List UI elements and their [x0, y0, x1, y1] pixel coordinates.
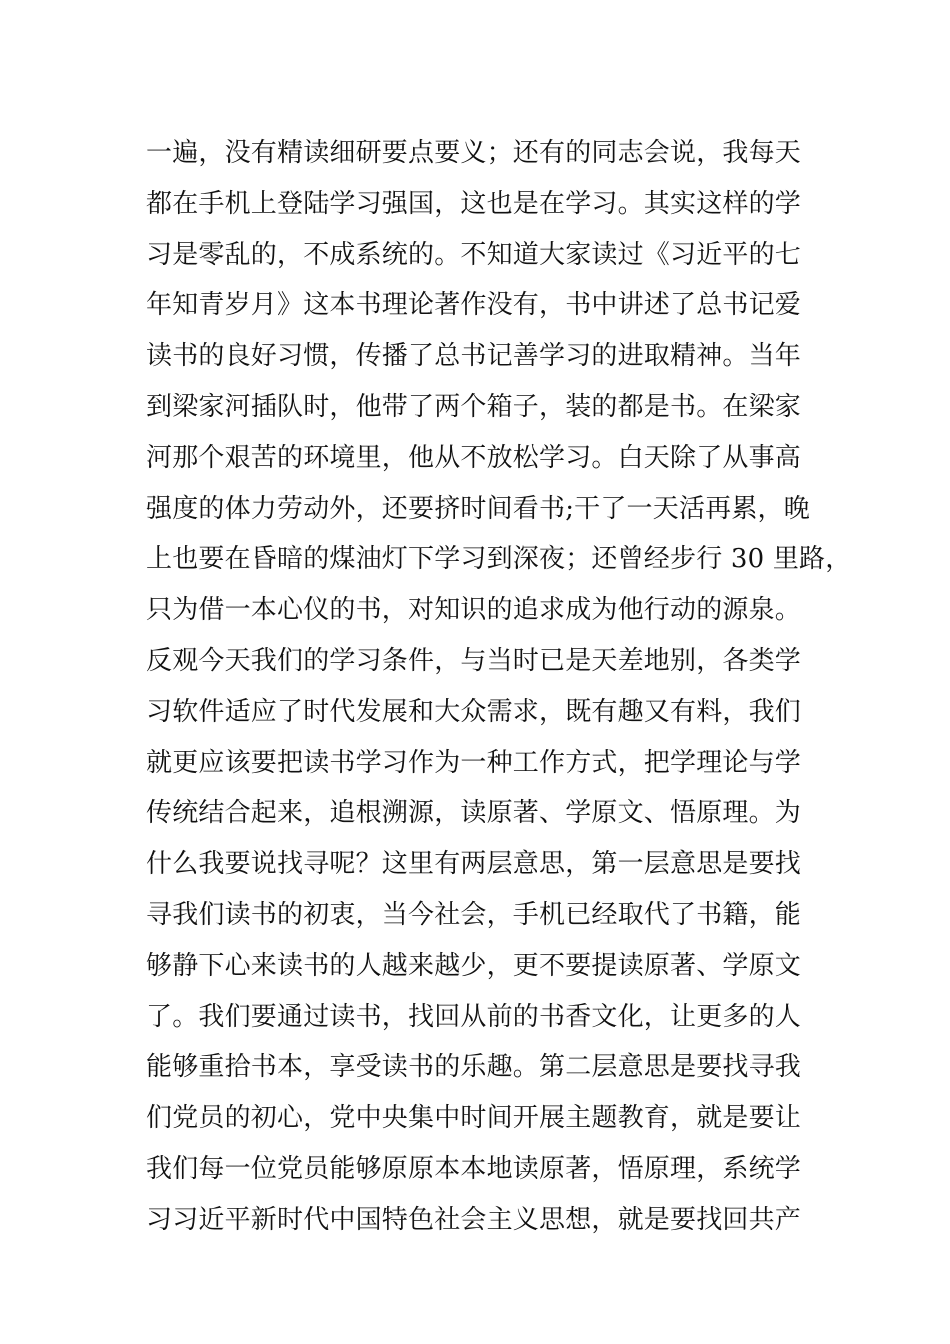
text-line: 们党员的初心，党中央集中时间开展主题教育，就是要让	[146, 1103, 802, 1134]
text-line: 只为借一本心仪的书，对知识的追求成为他行动的源泉。	[146, 595, 802, 626]
text-line: 河那个艰苦的环境里，他从不放松学习。白天除了从事高	[146, 442, 802, 473]
text-line: 什么我要说找寻呢？这里有两层意思，第一层意思是要找	[146, 849, 802, 880]
text-line: 寻我们读书的初衷，当今社会，手机已经取代了书籍，能	[146, 899, 802, 930]
body-text	[146, 128, 852, 1246]
text-line: 习软件适应了时代发展和大众需求，既有趣又有料，我们	[146, 696, 802, 727]
text-line: 到梁家河插队时，他带了两个箱子，装的都是书。在梁家	[146, 391, 802, 422]
text-line: 我们每一位党员能够原原本本地读原著，悟原理，系统学	[146, 1153, 802, 1184]
text-line: 读书的良好习惯，传播了总书记善学习的进取精神。当年	[146, 341, 802, 372]
text-line: 反观今天我们的学习条件，与当时已是天差地别，各类学	[146, 645, 802, 676]
text-line: 习是零乱的，不成系统的。不知道大家读过《习近平的七	[146, 239, 802, 270]
text-line: 都在手机上登陆学习强国，这也是在学习。其实这样的学	[146, 188, 802, 219]
text-line: 年知青岁月》这本书理论著作没有，书中讲述了总书记爱	[146, 290, 802, 321]
text-line: 就更应该要把读书学习作为一种工作方式，把学理论与学	[146, 747, 802, 778]
text-line: 习习近平新时代中国特色社会主义思想，就是要找回共产	[146, 1204, 802, 1235]
text-line: 强度的体力劳动外，还要挤时间看书;干了一天活再累，晚	[146, 493, 810, 524]
text-line: 上也要在昏暗的煤油灯下学习到深夜；还曾经步行 30 里路，	[146, 544, 852, 575]
text-line: 能够重拾书本，享受读书的乐趣。第二层意思是要找寻我	[146, 1052, 802, 1083]
text-line: 够静下心来读书的人越来越少，更不要提读原著、学原文	[146, 950, 802, 981]
text-line: 一遍，没有精读细研要点要义；还有的同志会说，我每天	[146, 138, 802, 168]
text-line: 了。我们要通过读书，找回从前的书香文化，让更多的人	[146, 1001, 802, 1032]
text-line: 传统结合起来，追根溯源，读原著、学原文、悟原理。为	[146, 798, 802, 829]
